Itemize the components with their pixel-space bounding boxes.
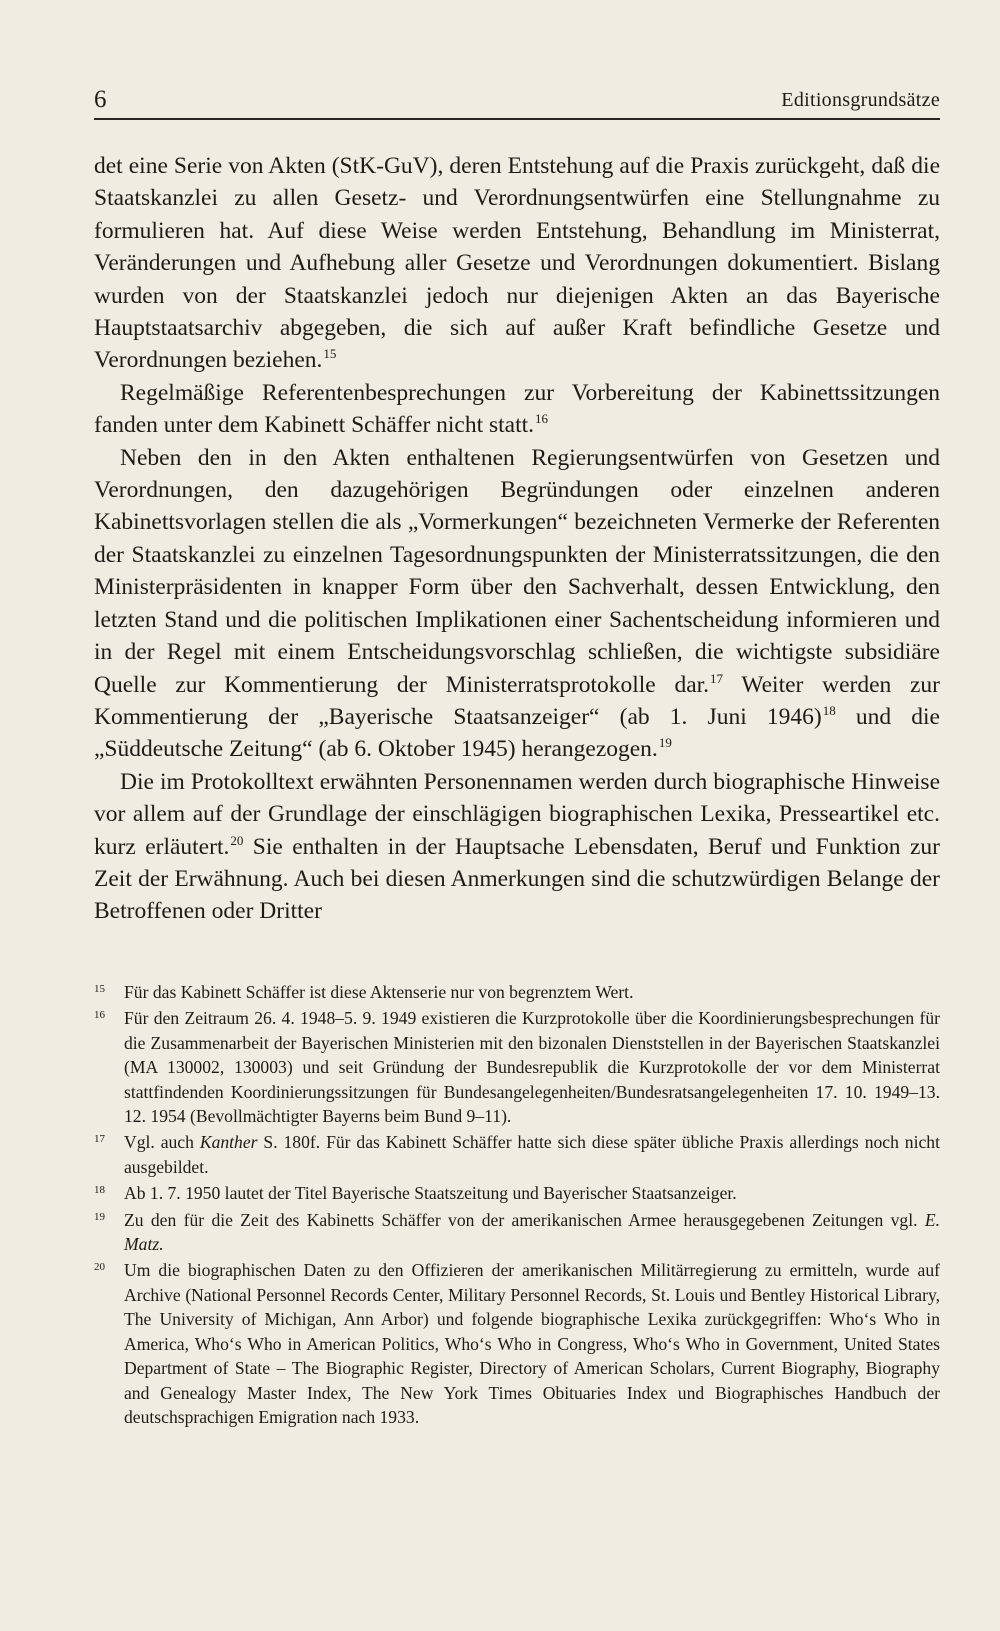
paragraph-4: [94, 766, 940, 928]
footnote-number: 19: [94, 1210, 105, 1223]
paragraph-1: [94, 150, 940, 377]
footnote-ref: 15: [323, 346, 337, 362]
paragraph-text: Die im Protokolltext erwähnten Personennamen werden durch biographische Hinweise vor allem auf der Grundlage der einschlägigen biographischen Lexika, Presseartikel etc. kurz erläutert.: [94, 768, 940, 860]
footnote-text: Zu den für die Zeit des Kabinetts Schäffer von der amerikanischen Armee herausgegebenen Zeitungen vgl. E. Matz.: [124, 1209, 940, 1255]
author-name: E. Matz.: [124, 1209, 940, 1255]
main-text: [94, 150, 940, 928]
footnote: [94, 980, 940, 1004]
footnote-number: 16: [94, 1009, 105, 1022]
paragraph-text: Sie enthalten in der Hauptsache Lebensdaten, Beruf und Funktion zur Zeit der Erwähnung. Auch bei diesen Anmerkungen sind die schutzwürdigen Belange der Betroffenen oder Dritter: [94, 833, 940, 925]
footnotes: [94, 980, 940, 1431]
footnote: [94, 1006, 940, 1128]
footnote: [94, 1208, 940, 1257]
paragraph-text: Weiter werden zur Kommentierung der „Bayerische Staatsanzeiger“ (ab 1. Juni 1946): [94, 671, 940, 730]
footnote-ref: 18: [822, 702, 836, 718]
footnote: [94, 1258, 940, 1429]
footnote-ref: 16: [535, 411, 549, 427]
paragraph-3: [94, 442, 940, 766]
footnote: [94, 1181, 940, 1205]
footnote-number: 17: [94, 1133, 105, 1146]
footnote-number: 20: [94, 1261, 105, 1274]
paragraph-2: [94, 377, 940, 442]
paragraph-text: und die „Süddeutsche Zeitung“ (ab 6. Oktober 1945) herangezogen.: [94, 703, 940, 763]
footnote-ref: 20: [230, 832, 244, 848]
footnote-text: Für den Zeitraum 26. 4. 1948–5. 9. 1949 existieren die Kurzprotokolle über die Koordinierungsbesprechungen für die Zusammenarbeit der Bayerischen Ministerien mit den bizonalen Dienststellen in der Bayerischen Staatskanzlei (MA 130002, 130003) und seit Gründung der Bundesrepublik die Kurzprotokolle der vor dem Ministerrat stattfindenden Koordinierungssitzungen für Bundesangelegenheiten/Bundesratsangelegenheiten 17. 10. 1949–13. 12. 1954 (Bevollmächtigter Bayerns beim Bund 9–11).: [124, 1008, 940, 1127]
footnote-ref: 19: [658, 735, 672, 751]
author-name: Kanther: [199, 1132, 258, 1153]
paragraph-text: Regelmäßige Referentenbesprechungen zur Vorbereitung der Kabinettssitzungen fanden unter dem Kabinett Schäffer nicht statt.: [94, 379, 940, 439]
footnote-text: Um die biographischen Daten zu den Offizieren der amerikanischen Militärregierung zu ermitteln, wurde auf Archive (National Personnel Records Center, Military Personnel Records, St. Louis und Bentley Historical Library, The University of Michigan, Ann Arbor) und folgende biographische Lexika zurückgegriffen: Who‘s Who in America, Who‘s Who in American Politics, Who‘s Who in Congress, Who‘s Who in Government, United States Department of State – The Biographic Register, Directory of American Scholars, Current Biography, Biography and Genealogy Master Index, The New York Times Obituaries Index und Biographisches Handbuch der deutschsprachigen Emigration nach 1933.: [124, 1260, 940, 1427]
paragraph-text: det eine Serie von Akten (StK-GuV), deren Entstehung auf die Praxis zurückgeht, daß die Staatskanzlei zu allen Gesetz- und Verordnungsentwürfen eine Stellungnahme zu formulieren hat. Auf diese Weise werden Entstehung, Behandlung im Ministerrat, Veränderungen und Aufhebung aller Gesetze und Verordnungen dokumentiert. Bislang wurden von der Staatskanzlei jedoch nur diejenigen Akten an das Bayerische Hauptstaatsarchiv abgegeben, die sich auf außer Kraft befindliche Gesetze und Verordnungen beziehen.: [94, 153, 940, 374]
paragraph-text: Neben den in den Akten enthaltenen Regierungsentwürfen von Gesetzen und Verordnungen, den dazugehörigen Begründungen oder einzelnen anderen Kabinettsvorlagen stellen die als „Vormerkungen“ bezeichneten Vermerke der Referenten der Staatskanzlei zu einzelnen Tagesordnungspunkten der Ministerratssitzungen, die den Ministerpräsidenten in knapper Form über den Sachverhalt, dessen Entwicklung, den letzten Stand und die politischen Implikationen einer Sachentscheidung informieren und in der Regel mit einem Entscheidungsvorschlag schließen, die wichtigste subsidiäre Quelle zur Kommentierung der Ministerratsprotokolle dar.: [94, 444, 940, 698]
footnote-number: 18: [94, 1184, 105, 1197]
footnote-number: 15: [94, 983, 105, 995]
footnote-ref: 17: [710, 670, 724, 686]
footnote-text: Ab 1. 7. 1950 lautet der Titel Bayerische Staatszeitung und Bayerischer Staatsanzeiger.: [124, 1183, 737, 1204]
running-head: Editionsgrundsätze: [781, 89, 940, 111]
footnote: [94, 1130, 940, 1179]
page-number: 6: [94, 86, 107, 113]
footnote-text: Vgl. auch Kanther S. 180f. Für das Kabinett Schäffer hatte sich diese später übliche Praxis allerdings noch nicht ausgebildet.: [124, 1132, 940, 1177]
footnote-text: Für das Kabinett Schäffer ist diese Aktenserie nur von begrenztem Wert.: [124, 982, 634, 1002]
page-header: [94, 86, 940, 120]
